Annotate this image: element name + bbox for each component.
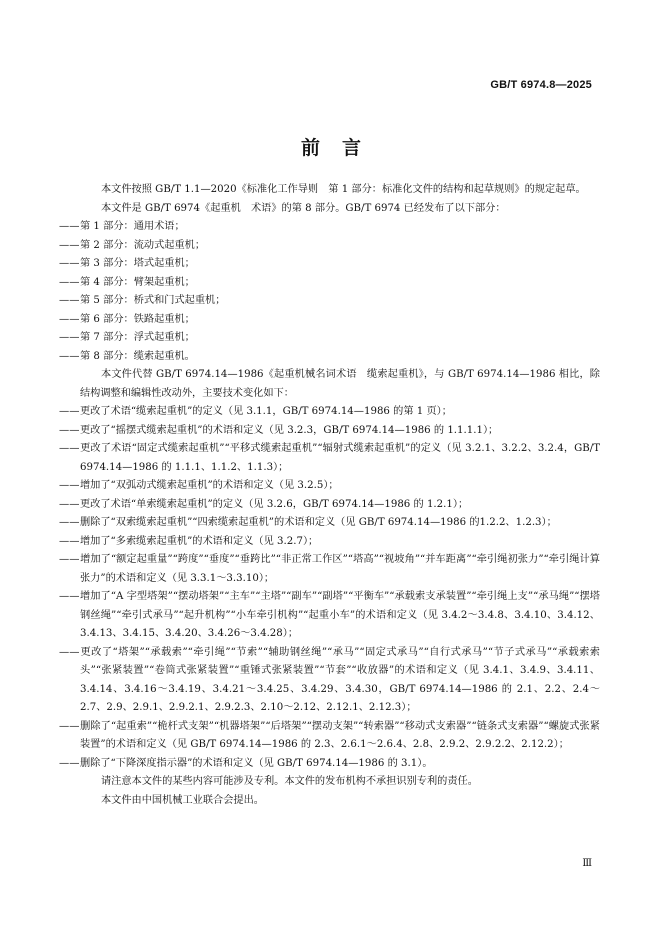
page-title: 前言 [300,137,383,159]
paragraph: 本文件由中国机械工业联合会提出。 [101,794,264,806]
list-dash: —— [59,221,80,232]
list-item-text: 增加了“A 字型塔架”“摆动塔架”“主车”“主塔”“副车”“副塔”“平衡车”“承载索支承装置”“牵引绳上支”“承马绳”“摆塔钢丝绳”“牵引式承马”“起升机构”“小车牵引机构”“起重小车”的术语和定义（见 3.4.2～3.4.8、3.4.10、3.4.12、3.4.13、3.4.15、3.4.20、3.4.26～3.4.28）； [80,591,600,639]
foreword-body [59,181,600,810]
list-item [59,644,600,718]
paragraph: 请注意本文件的某些内容可能涉及专利。本文件的发布机构不承担识别专利的责任。 [101,776,478,787]
list-item-text: 第 4 部分：臂架起重机； [80,276,195,288]
list-dash: —— [59,332,80,343]
list-item [59,403,600,422]
list-dash: —— [59,295,80,306]
list-item [59,477,600,496]
list-item [59,255,600,274]
list-item [59,274,600,293]
list-dash: —— [59,313,80,325]
list-dash: —— [59,757,80,769]
list-item-text: 删除了“下降深度指示器”的术语和定义（见 GB/T 6974.14—1986 的 3.1）。 [80,757,433,769]
list-item-text: 增加了“额定起重量”“跨度”“垂度”“垂跨比”“非正常工作区”“塔高”“视坡角”“并车距离”“牵引绳初张力”“牵引绳计算张力”的术语和定义（见 3.3.1～3.3.10）； [80,554,600,584]
list-item-text: 第 2 部分：流动式起重机； [80,239,206,251]
list-dash: —— [59,276,80,288]
page-number: Ⅲ [582,858,592,869]
list-item [59,218,600,237]
list-item [59,588,600,644]
list-item [59,292,600,311]
list-item [59,533,600,552]
list-dash: —— [59,517,80,528]
list-dash: —— [59,646,80,658]
list-item-text: 第 8 部分：缆索起重机。 [80,350,195,362]
list-item-text: 第 5 部分：桥式和门式起重机； [80,295,226,306]
paragraph: 本文件是 GB/T 6974《起重机 术语》的第 8 部分。GB/T 6974 已经发布了以下部分： [101,202,506,214]
list-item-text: 更改了术语“固定式缆索起重机”“平移式缆索起重机”“辐射式缆索起重机”的定义（见 3.2.1、3.2.2、3.2.4，GB/T 6974.14—1986 的 1.1.1、1.1.2、1.1.3）； [80,443,600,473]
list-item-text: 删除了“双索缆索起重机”“四索缆索起重机”的术语和定义（见 GB/T 6974.14—1986 的1.2.2、1.2.3）； [80,517,557,528]
list-item [59,514,600,533]
list-item-text: 第 3 部分：塔式起重机； [80,258,195,269]
list-item [59,755,600,774]
list-item [59,422,600,441]
list-item-text: 增加了“双弧动式缆索起重机”的术语和定义（见 3.2.5）； [80,480,339,491]
list-dash: —— [59,424,80,436]
list-item-text: 第 1 部分：通用术语； [80,221,185,232]
list-item-text: 更改了“塔架”“承载索”“牵引绳”“节索”“辅助钢丝绳”“承马”“固定式承马”“自行式承马”“节子式承马”“承载索索头”“张紧装置”“卷筒式张紧装置”“重锤式张紧装置”“节套”“收放器”的术语和定义（见 3.4.1、3.4.9、3.4.11、3.4.14、3.4.16～3.4.19、3.4.21～3.4.25、3.4.29、3.4.30，GB/T 6974.14—1986 的 2.1、2.2、2.4～2.7、2.9、2.9.1、2.9.2.1、2.9.2.3、2.10～2.12、2.12.1、2.12.3）； [80,646,600,713]
list-item [59,348,600,367]
list-dash: —— [59,591,80,602]
list-item-text: 增加了“多索缆索起重机”的术语和定义（见 3.2.7）； [80,535,319,547]
list-item-text: 第 6 部分：铁路起重机； [80,313,195,325]
list-dash: —— [59,443,80,454]
list-dash: —— [59,350,80,362]
paragraph: 本文件按照 GB/T 1.1—2020《标准化工作导则 第 1 部分：标准化文件的结构和起草规则》的规定起草。 [101,184,586,195]
list-dash: —— [59,554,80,565]
list-item-text: 更改了术语“缆索起重机”的定义（见 3.1.1，GB/T 6974.14—1986 的第 1 页）； [80,406,452,417]
list-dash: —— [59,239,80,251]
list-item-text: 更改了术语“单索缆索起重机”的定义（见 3.2.6，GB/T 6974.14—1986 的 1.2.1）； [80,498,469,510]
list-item-text: 第 7 部分：浮式起重机； [80,332,195,343]
list-item [59,718,600,755]
list-item-text: 删除了“起重索”“桅杆式支架”“机器塔架”“后塔架”“摆动支架”“转索器”“移动式支索器”“链条式支索器”“螺旋式张紧装置”的术语和定义（见 GB/T 6974.14—1986 的 2.3、2.6.1～2.6.4、2.8、2.9.2、2.9.2.2、2.12.2）； [80,720,600,750]
list-item [59,237,600,256]
paragraph: 本文件代替 GB/T 6974.14—1986《起重机械名词术语 缆索起重机》，与 GB/T 6974.14—1986 相比，除结构调整和编辑性改动外，主要技术变化如下： [80,369,600,399]
list-dash: —— [59,258,80,269]
list-item [59,440,600,477]
list-dash: —— [59,535,80,547]
list-dash: —— [59,480,80,491]
standard-number: GB/T 6974.8—2025 [490,79,592,91]
list-dash: —— [59,720,80,732]
list-item [59,496,600,515]
list-item [59,329,600,348]
list-item [59,551,600,588]
list-item [59,311,600,330]
list-dash: —— [59,498,80,510]
list-dash: —— [59,406,80,417]
list-item-text: 更改了“摇摆式缆索起重机”的术语和定义（见 3.2.3，GB/T 6974.14—1986 的 1.1.1.1）； [80,424,499,436]
